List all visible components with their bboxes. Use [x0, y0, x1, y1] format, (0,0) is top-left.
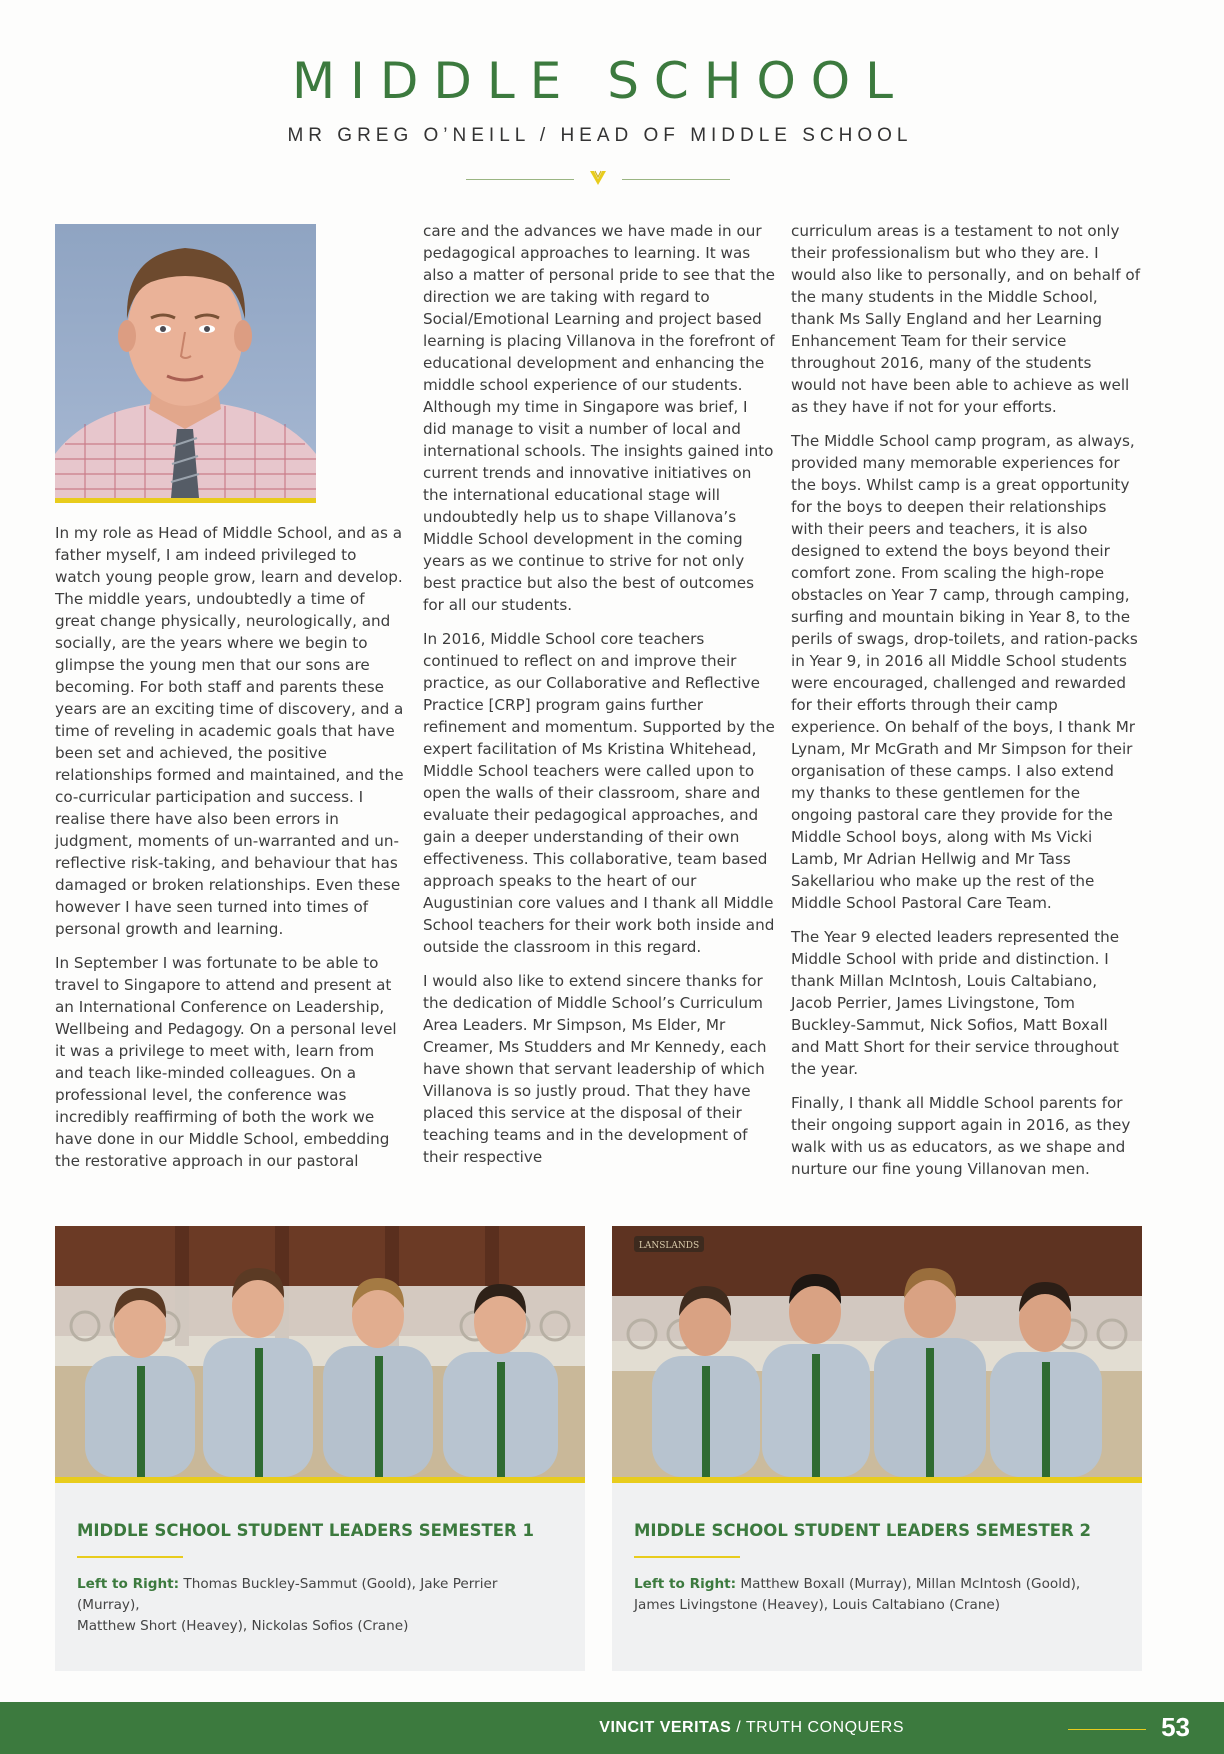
paragraph: Finally, I thank all Middle School parents for their ongoing support again in 2016, as they walk with us as educators, as we shape and nurture our fine young Villanovan men. [791, 1094, 1131, 1178]
caption-names [77, 1574, 563, 1637]
article-column-2 [423, 220, 775, 1180]
paragraph: I would also like to extend sincere thanks for the dedication of Middle School’s Curriculum Area Leaders. Mr Simpson, Ms Elder, Mr Creamer, Ms Studders and Mr Kennedy, each have shown that servant leadership of which Villanova is so justly proud. That they have placed this service at the disposal of their teaching teams and in the development of their respective [423, 972, 767, 1166]
paragraph: care and the advances we have made in our pedagogical approaches to learning. It was also a matter of personal pride to see that the direction we are taking with regard to Social/Emotional Learning and project based learning is placing Villanova in the forefront of educational development and enhancing the middle school experience of our students. Although my time in Singapore was brief, I did manage to visit a number of local and international schools. The insights gained into current trends and innovative initiatives on the international educational stage will undoubtedly help us to shape Villanova’s Middle School development in the coming years as we continue to strive for not only best practice but also the best of outcomes for all our students. [423, 222, 776, 614]
student-leaders-photo-semester-1 [55, 1226, 585, 1483]
caption-heading: MIDDLE SCHOOL STUDENT LEADERS SEMESTER 1 [77, 1521, 534, 1540]
caption-lead: Left to Right: [634, 1576, 737, 1592]
paragraph: The Middle School camp program, as always, provided many memorable experiences for the boys. Whilst camp is a great opportunity for the boys to deepen their relationships with their peers and teachers, it is also designed to extend the boys beyond their comfort zone. From scaling the high-rope obstacles on Year 7 camp, through camping, surfing and mountain biking in Year 8, to the perils of swags, drop-toilets, and ration-packs in Year 9, in 2016 all Middle School students were encouraged, challenged and rewarded for their efforts through their camp experience. On behalf of the boys, I thank Mr Lynam, Mr McGrath and Mr Simpson for their organisation of these camps. I also extend my thanks to these gentlemen for the ongoing pastoral care they provide for the Middle School boys, along with Ms Vicki Lamb, Mr Adrian Hellwig and Mr Tass Sakellariou who make up the rest of the Middle School Pastoral Care Team. [791, 432, 1138, 912]
caption-rule [634, 1556, 740, 1558]
article-column-3 [791, 220, 1141, 1192]
student-leaders-photo-semester-2 [612, 1226, 1142, 1483]
motto-latin: VINCIT VERITAS [599, 1719, 732, 1736]
caption-names-line-1: Thomas Buckley-Sammut (Goold), Jake Perrier (Murray), [77, 1576, 498, 1613]
paragraph: curriculum areas is a testament to not only their professionalism but who they are. I would also like to personally, and on behalf of the many students in the Middle School, thank Ms Sally England and her Learning Enhancement Team for their service throughout 2016, many of the students would not have been able to achieve as well as they have if not for your efforts. [791, 222, 1141, 416]
building-sign: LANSLANDS [638, 1241, 700, 1251]
caption-names-line-2: James Livingstone (Heavey), Louis Caltabiano (Crane) [634, 1597, 1001, 1613]
page-subtitle: MR GREG O’NEILL / HEAD OF MIDDLE SCHOOL [287, 125, 913, 146]
caption-names-line-2: Matthew Short (Heavey), Nickolas Sofios (Crane) [77, 1618, 409, 1634]
caption-names [634, 1574, 1120, 1616]
paragraph: The Year 9 elected leaders represented the Middle School with pride and distinction. I thank Millan McIntosh, Louis Caltabiano, Jacob Perrier, James Livingstone, Tom Buckley-Sammut, Nick Sofios, Matt Boxall and Matt Short for their service throughout the year. [791, 928, 1120, 1078]
paragraph: In my role as Head of Middle School, and as a father myself, I am indeed privileged to watch young people grow, learn and develop. The middle years, undoubtedly a time of great change physically, neurologically, and socially, are the years where we begin to glimpse the young men that our sons are becoming. For both staff and parents these years are an exciting time of discovery, and a time of reveling in academic goals that have been set and achieved, the positive relationships formed and maintained, and the co-curricular participation and success. I realise there have also been errors in judgment, moments of un-warranted and un-reflective risk-taking, and behaviour that has damaged or broken relationships. Even these however I have seen turned into times of personal growth and learning. [55, 524, 404, 938]
caption-semester-1 [55, 1483, 585, 1671]
page-number: 53 [1161, 1712, 1190, 1742]
article-column-1 [55, 522, 405, 1184]
divider-line-left [466, 179, 574, 180]
caption-heading: MIDDLE SCHOOL STUDENT LEADERS SEMESTER 2 [634, 1521, 1091, 1540]
footer-rule [1068, 1729, 1146, 1730]
paragraph: In 2016, Middle School core teachers continued to reflect on and improve their practice, as our Collaborative and Reflective Practice [CRP] program gains further refinement and momentum. Supported by the expert facilitation of Ms Kristina Whitehead, Middle School teachers were called upon to open the walls of their classroom, share and evaluate their pedagogical approaches, and gain a deeper understanding of their own effectiveness. This collaborative, team based approach speaks to the heart of our Augustinian core values and I thank all Middle School teachers for their work both inside and outside the classroom in this regard. [423, 630, 775, 956]
title-divider [466, 168, 730, 192]
portrait-photo [55, 224, 316, 503]
motto-english: / TRUTH CONQUERS [731, 1719, 904, 1736]
caption-semester-2 [612, 1483, 1142, 1671]
caption-rule [77, 1556, 183, 1558]
divider-line-right [622, 179, 730, 180]
caption-names-line-1: Matthew Boxall (Murray), Millan McIntosh (Goold), [736, 1576, 1081, 1592]
page-footer [0, 1702, 1224, 1754]
page-title: MIDDLE SCHOOL [291, 52, 909, 110]
paragraph: In September I was fortunate to be able to travel to Singapore to attend and present at an International Conference on Leadership, Wellbeing and Pedagogy. On a personal level it was a privilege to meet with, learn from and teach like-minded colleagues. On a professional level, the conference was incredibly reaffirming of both the work we have done in our Middle School, embedding the restorative approach in our pastoral [55, 954, 397, 1170]
caption-lead: Left to Right: [77, 1576, 180, 1592]
villanova-v-icon [588, 168, 608, 188]
footer-motto [599, 1719, 904, 1737]
